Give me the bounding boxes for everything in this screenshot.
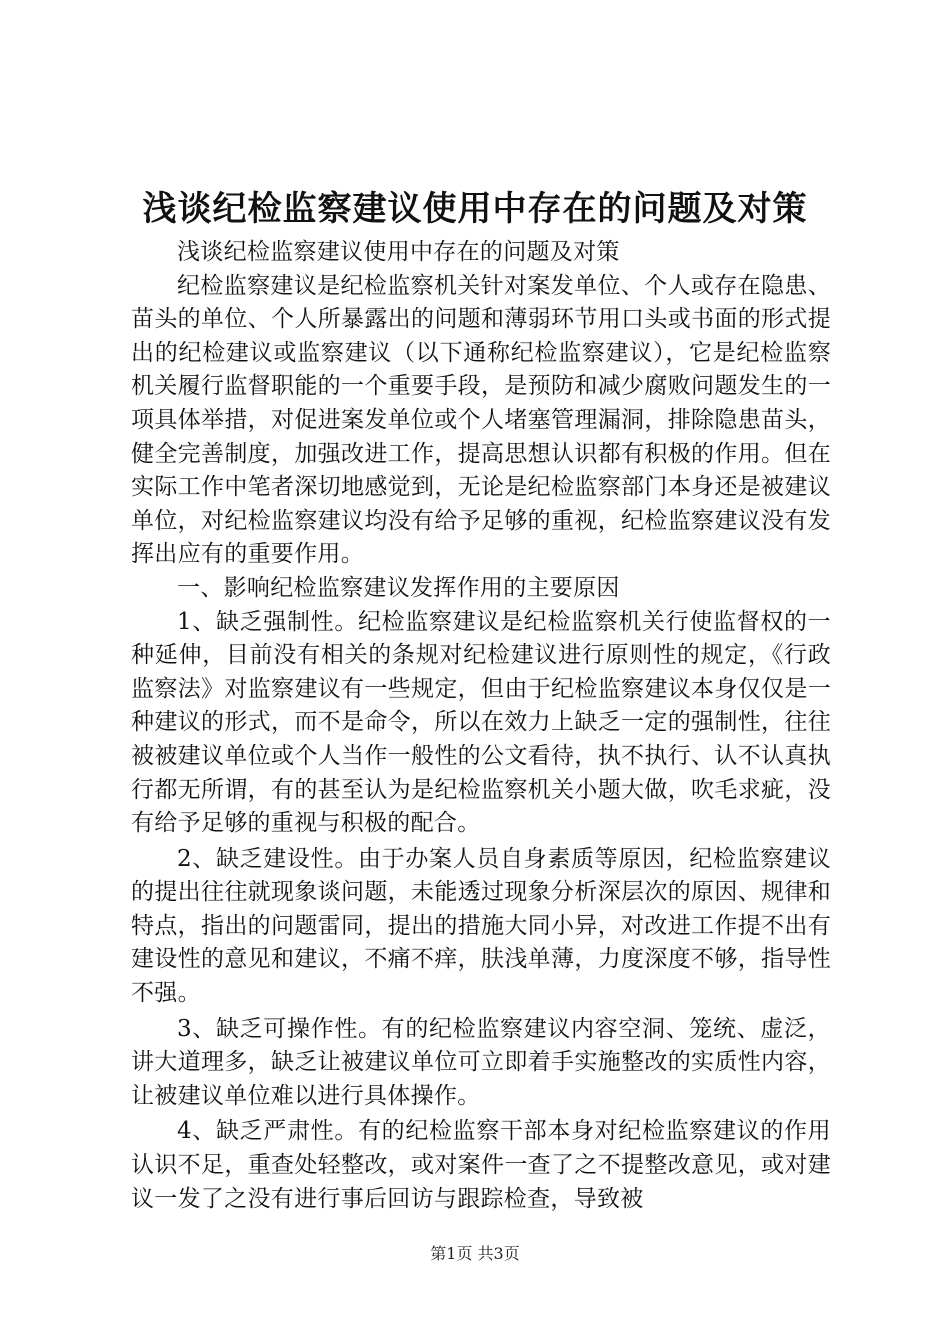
paragraph-intro: 纪检监察建议是纪检监察机关针对案发单位、个人或存在隐患、苗头的单位、个人所暴露出的问题和薄弱环节用口头或书面的形式提出的纪检建议或监察建议（以下通称纪检监察建议），它是纪检监察机关履行监督职能的一个重要手段，是预防和减少腐败问题发生的一项具体举措，对促进案发单位或个人堵塞管理漏洞，排除隐患苗头，健全完善制度，加强改进工作，提高思想认识都有积极的作用。但在实际工作中笔者深切地感觉到，无论是纪检监察部门本身还是被建议单位，对纪检监察建议均没有给予足够的重视，纪检监察建议没有发挥出应有的重要作用。 [131,272,831,568]
section-heading-1: 一、影响纪检监察建议发挥作用的主要原因 [177,574,620,601]
paragraph-subtitle: 浅谈纪检监察建议使用中存在的问题及对策 [177,239,620,265]
paragraph-point-1: 1、缺乏强制性。纪检监察建议是纪检监察机关行使监督权的一种延伸，目前没有相关的条规对纪检建议进行原则性的规定，《行政监察法》对监察建议有一些规定，但由于纪检监察建议本身仅仅是一种建议的形式，而不是命令，所以在效力上缺乏一定的强制性，往往被被建议单位或个人当作一般性的公文看待，执不执行、认不认真执行都无所谓，有的甚至认为是纪检监察机关小题大做，吹毛求疵，没有给予足够的重视与积极的配合。 [131,608,831,837]
paragraph-point-4: 4、缺乏严肃性。有的纪检监察干部本身对纪检监察建议的作用认识不足，重查处轻整改，或对案件一查了之不提整改意见，或对建议一发了之没有进行事后回访与跟踪检查，导致被 [131,1118,831,1212]
page-number-footer: 第1页 共3页 [430,1244,520,1263]
paragraph-point-2: 2、缺乏建设性。由于办案人员自身素质等原因，纪检监察建议的提出往往就现象谈问题，未能透过现象分析深层次的原因、规律和特点，指出的问题雷同，提出的措施大同小异，对改进工作提不出有建设性的意见和建议，不痛不痒，肤浅单薄，力度深度不够，指导性不强。 [131,845,831,1007]
document-body [131,236,831,1216]
paragraph-point-3: 3、缺乏可操作性。有的纪检监察建议内容空洞、笼统、虚泛，讲大道理多，缺乏让被建议单位可立即着手实施整改的实质性内容，让被建议单位难以进行具体操作。 [131,1015,831,1109]
document-title: 浅谈纪检监察建议使用中存在的问题及对策 [142,189,808,229]
